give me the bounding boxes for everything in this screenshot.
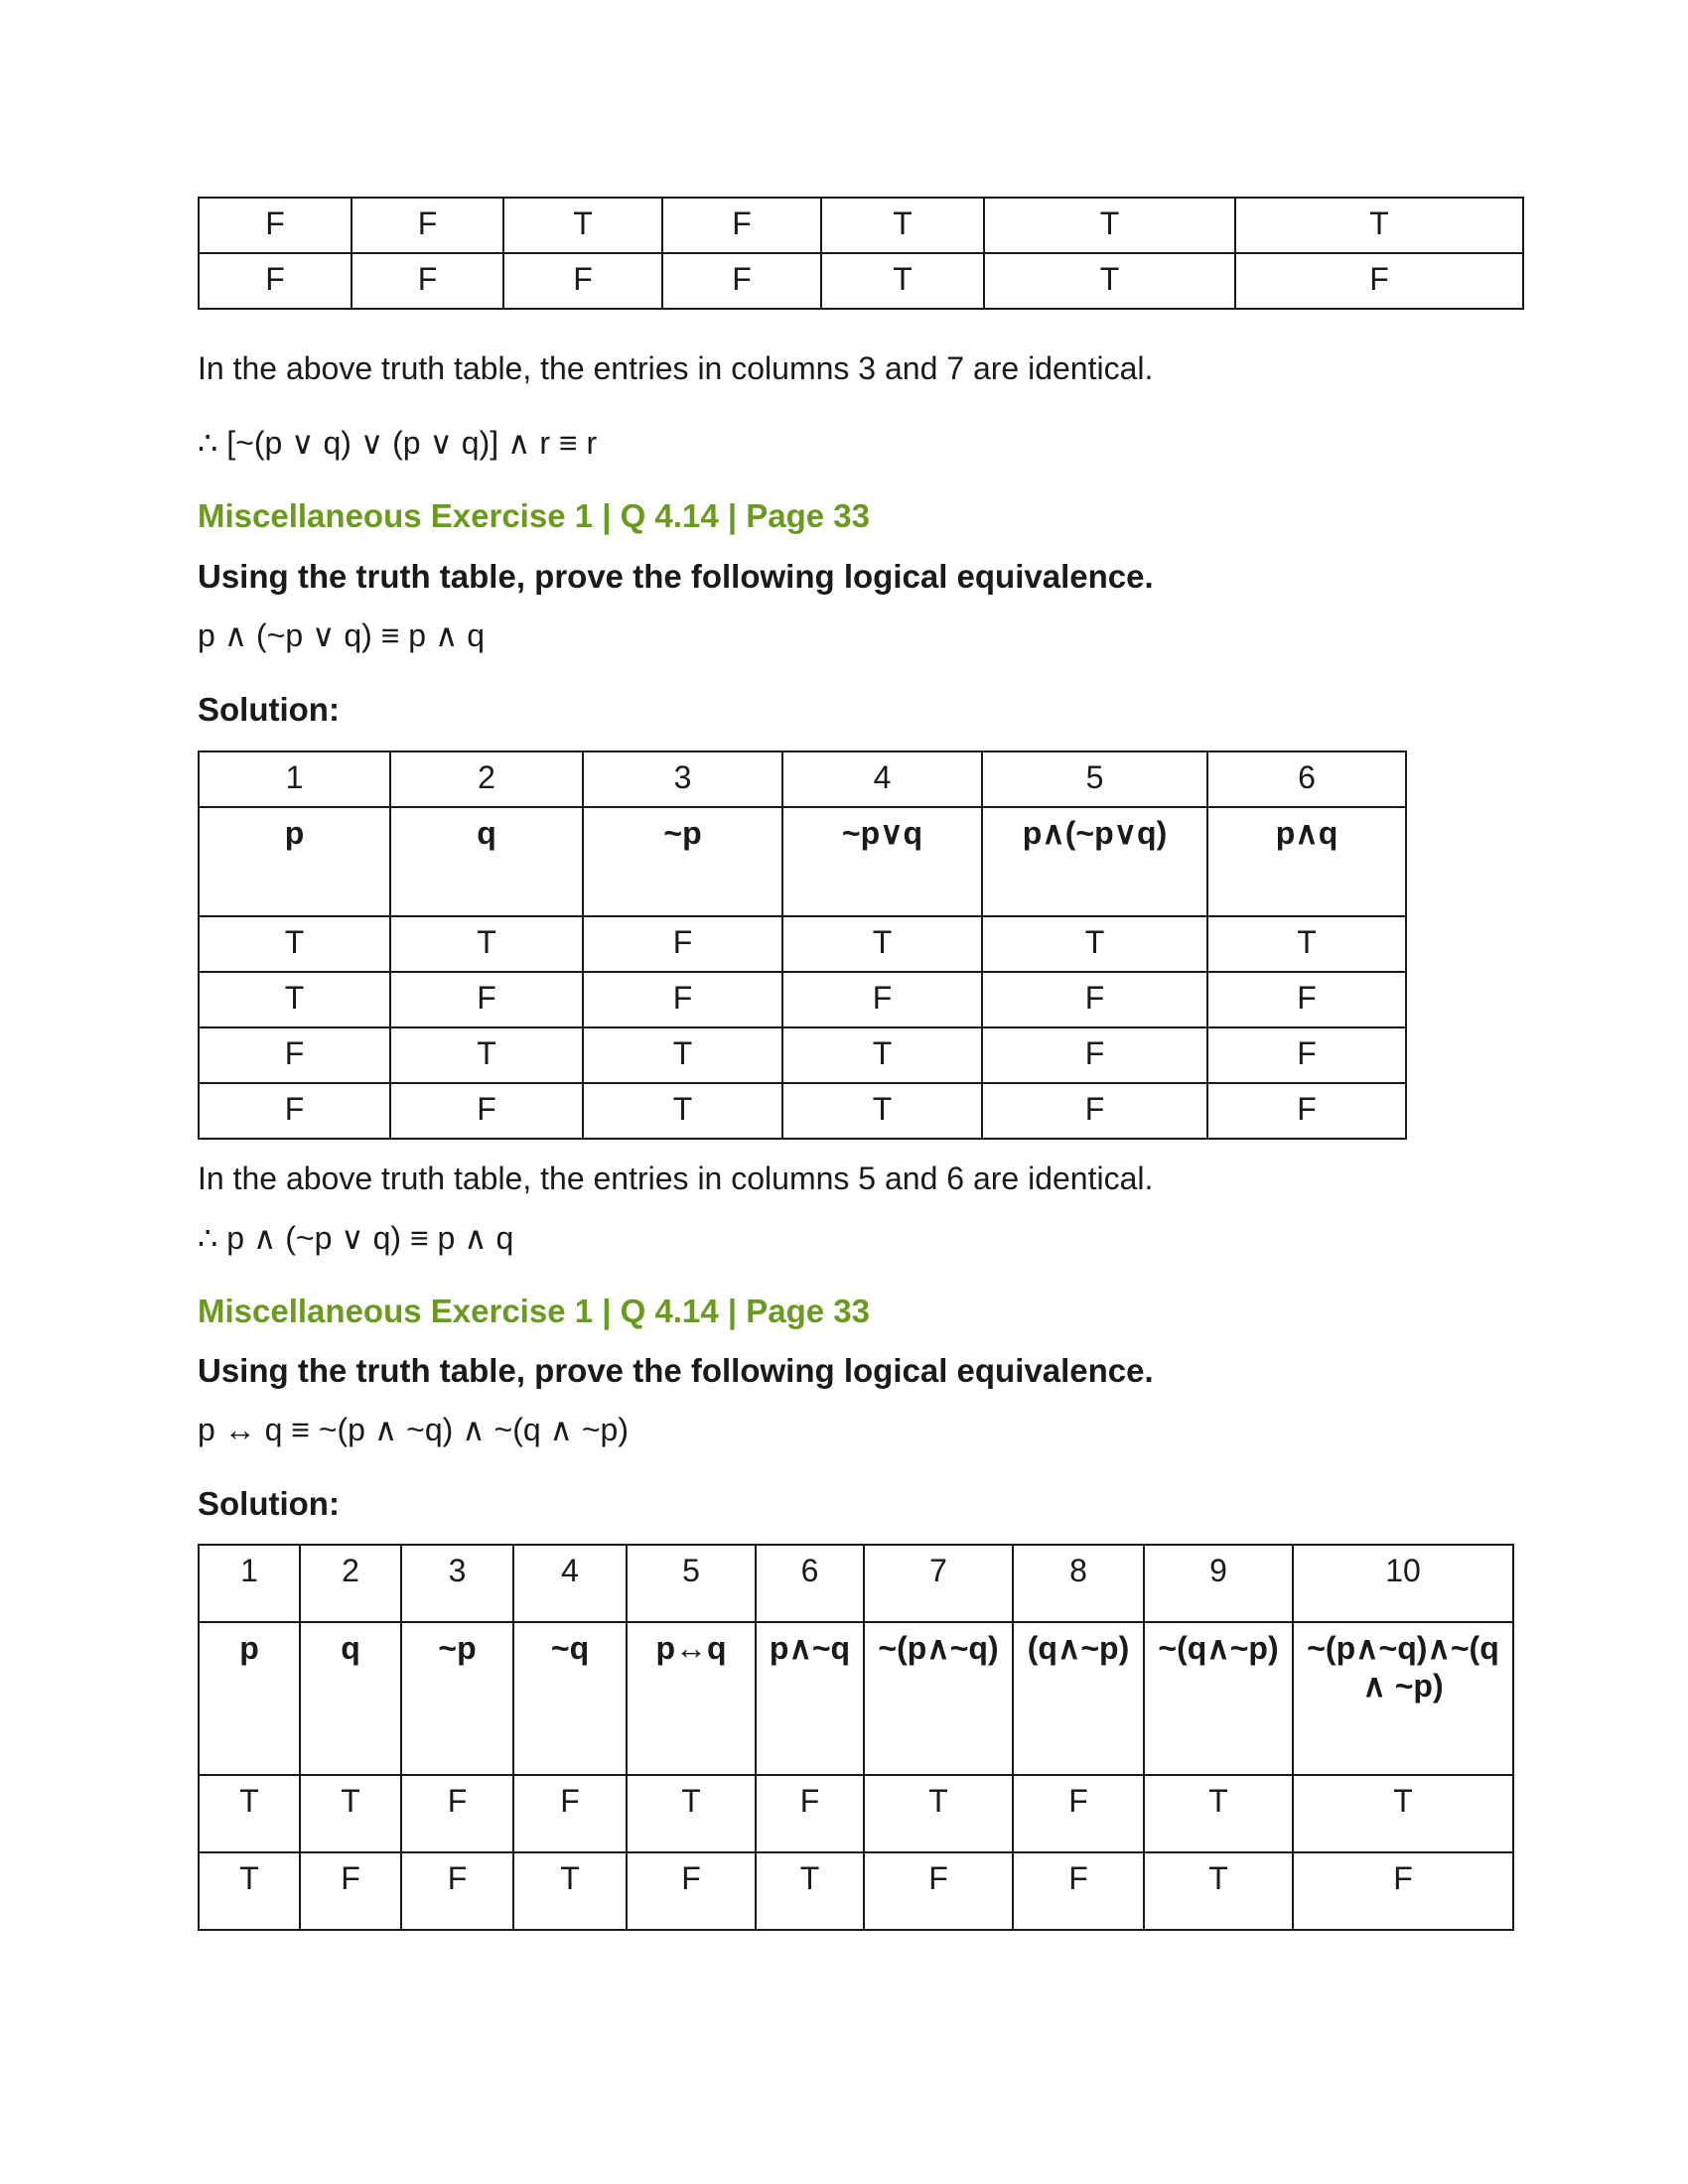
table-row: [199, 1775, 1513, 1852]
column-header: ~p: [401, 1622, 513, 1775]
column-number: 4: [782, 751, 982, 807]
table-cell: F: [352, 198, 503, 253]
column-header: ~q: [513, 1622, 627, 1775]
table-cell: T: [199, 1775, 300, 1852]
table-cell: T: [821, 198, 984, 253]
table-cell: F: [864, 1852, 1013, 1930]
column-header: q: [390, 807, 583, 916]
table-cell: T: [199, 1852, 300, 1930]
table-row: [199, 1852, 1513, 1930]
table-cell: F: [782, 972, 982, 1027]
table-cell: T: [1235, 198, 1523, 253]
table-cell: F: [1013, 1775, 1144, 1852]
column-header: ~(p∧~q): [864, 1622, 1013, 1775]
table-cell: T: [199, 916, 390, 972]
table-row: [199, 751, 1406, 807]
table-header-row: [199, 1622, 1513, 1775]
conclusion-text: ∴ p ∧ (~p ∨ q) ≡ p ∧ q: [198, 1220, 514, 1256]
table-header-row: [199, 807, 1406, 916]
column-number: 6: [1207, 751, 1406, 807]
table-cell: F: [1207, 1083, 1406, 1139]
column-header: ~p∨q: [782, 807, 982, 916]
table-cell: F: [982, 1027, 1207, 1083]
table-cell: F: [1207, 972, 1406, 1027]
table-cell: F: [390, 1083, 583, 1139]
table-cell: T: [1207, 916, 1406, 972]
table-cell: T: [627, 1775, 756, 1852]
exercise-heading: Miscellaneous Exercise 1 | Q 4.14 | Page 33: [198, 497, 871, 534]
solution-label: Solution:: [198, 1485, 340, 1522]
column-header: q: [300, 1622, 401, 1775]
table-cell: T: [199, 972, 390, 1027]
table-cell: T: [756, 1852, 864, 1930]
column-number: 4: [513, 1545, 627, 1622]
table-cell: F: [982, 1083, 1207, 1139]
table-cell: T: [583, 1027, 782, 1083]
truth-table-continued: [198, 197, 1524, 310]
explanation-text: In the above truth table, the entries in columns 5 and 6 are identical.: [198, 1160, 1154, 1196]
table-cell: T: [390, 1027, 583, 1083]
table-row: [199, 972, 1406, 1027]
column-number: 1: [199, 1545, 300, 1622]
equivalence-statement: p ↔ q ≡ ~(p ∧ ~q) ∧ ~(q ∧ ~p): [198, 1412, 629, 1447]
column-header: p∧q: [1207, 807, 1406, 916]
table-cell: F: [199, 1027, 390, 1083]
column-number: 1: [199, 751, 390, 807]
table-cell: T: [390, 916, 583, 972]
column-header: p∧(~p∨q): [982, 807, 1207, 916]
table-cell: T: [503, 198, 662, 253]
table-row: [199, 198, 1523, 253]
table-cell: F: [662, 253, 821, 309]
conclusion-text: ∴ [~(p ∨ q) ∨ (p ∨ q)] ∧ r ≡ r: [198, 425, 598, 461]
table-cell: F: [199, 1083, 390, 1139]
column-number: 10: [1293, 1545, 1513, 1622]
table-cell: T: [782, 1027, 982, 1083]
column-header: ~p: [583, 807, 782, 916]
table-row: [199, 1027, 1406, 1083]
column-header: p↔q: [627, 1622, 756, 1775]
truth-table: [198, 1544, 1514, 1931]
table-cell: T: [583, 1083, 782, 1139]
column-number: 7: [864, 1545, 1013, 1622]
column-header: ~(p∧~q)∧~(q ∧ ~p): [1293, 1622, 1513, 1775]
column-number: 3: [583, 751, 782, 807]
column-number: 6: [756, 1545, 864, 1622]
equivalence-statement: p ∧ (~p ∨ q) ≡ p ∧ q: [198, 617, 486, 653]
table-cell: F: [583, 916, 782, 972]
column-number: 2: [300, 1545, 401, 1622]
truth-table: [198, 751, 1407, 1140]
table-row: [199, 1545, 1513, 1622]
column-number: 5: [627, 1545, 756, 1622]
column-header: (q∧~p): [1013, 1622, 1144, 1775]
column-header: p: [199, 807, 390, 916]
table-row: [199, 1083, 1406, 1139]
table-cell: F: [300, 1852, 401, 1930]
table-cell: T: [864, 1775, 1013, 1852]
table-cell: F: [1013, 1852, 1144, 1930]
question-text: Using the truth table, prove the following logical equivalence.: [198, 558, 1154, 595]
table-cell: T: [984, 198, 1235, 253]
table-cell: F: [199, 198, 352, 253]
table-cell: T: [782, 916, 982, 972]
table-cell: F: [199, 253, 352, 309]
column-header: ~(q∧~p): [1144, 1622, 1293, 1775]
table-cell: F: [1207, 1027, 1406, 1083]
table-cell: F: [401, 1775, 513, 1852]
table-cell: T: [782, 1083, 982, 1139]
table-cell: F: [627, 1852, 756, 1930]
table-cell: F: [982, 972, 1207, 1027]
table-cell: T: [1144, 1852, 1293, 1930]
table-cell: F: [401, 1852, 513, 1930]
table-cell: T: [513, 1852, 627, 1930]
table-cell: T: [1144, 1775, 1293, 1852]
table-cell: F: [583, 972, 782, 1027]
solution-label: Solution:: [198, 691, 340, 728]
table-cell: T: [1293, 1775, 1513, 1852]
table-cell: T: [984, 253, 1235, 309]
column-header: p∧~q: [756, 1622, 864, 1775]
column-number: 9: [1144, 1545, 1293, 1622]
column-number: 5: [982, 751, 1207, 807]
table-cell: F: [352, 253, 503, 309]
table-cell: F: [503, 253, 662, 309]
column-number: 3: [401, 1545, 513, 1622]
table-cell: T: [300, 1775, 401, 1852]
table-row: [199, 916, 1406, 972]
table-cell: F: [513, 1775, 627, 1852]
column-header: p: [199, 1622, 300, 1775]
exercise-heading: Miscellaneous Exercise 1 | Q 4.14 | Page 33: [198, 1293, 871, 1329]
table-cell: F: [390, 972, 583, 1027]
table-cell: F: [662, 198, 821, 253]
table-row: [199, 253, 1523, 309]
column-number: 8: [1013, 1545, 1144, 1622]
table-cell: F: [1235, 253, 1523, 309]
table-cell: T: [982, 916, 1207, 972]
column-number: 2: [390, 751, 583, 807]
explanation-text: In the above truth table, the entries in columns 3 and 7 are identical.: [198, 350, 1154, 386]
question-text: Using the truth table, prove the following logical equivalence.: [198, 1352, 1154, 1389]
table-cell: F: [1293, 1852, 1513, 1930]
table-cell: F: [756, 1775, 864, 1852]
table-cell: T: [821, 253, 984, 309]
